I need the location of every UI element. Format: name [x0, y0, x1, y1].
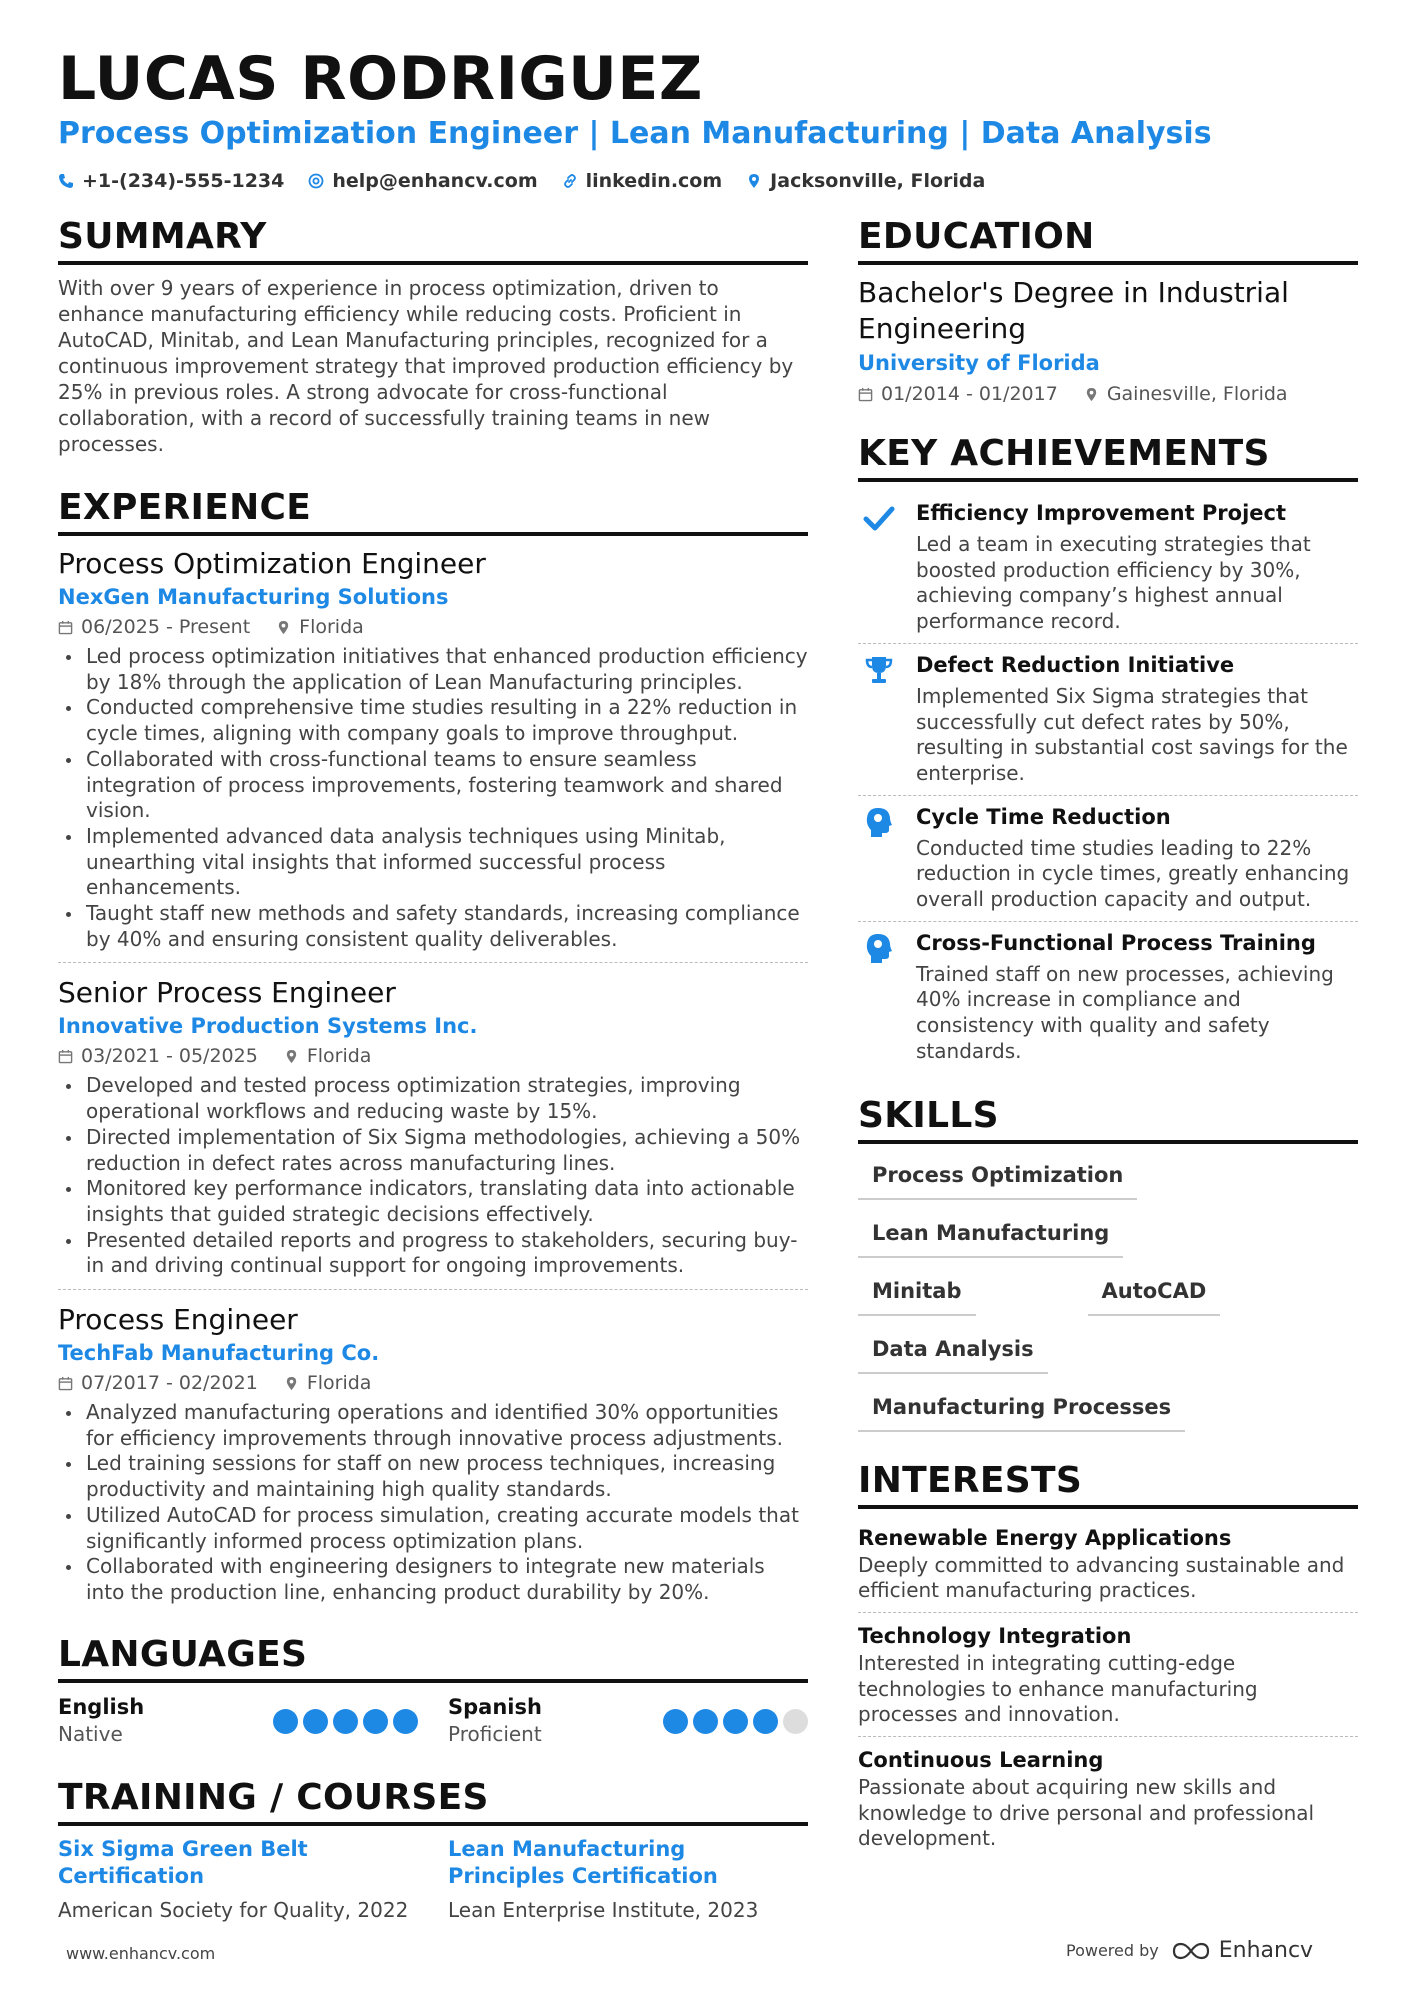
job-bullets — [58, 644, 808, 952]
interest-title: Continuous Learning — [858, 1748, 1104, 1773]
achievement-desc: Led a team in executing strategies that boosted production efficiency by 30%, achieving company’s highest annual performance record. — [916, 532, 1311, 634]
education-dates: 01/2014 - 01/2017 — [881, 383, 1058, 405]
achievement-item — [858, 922, 1358, 1073]
contact-phone[interactable] — [58, 170, 284, 192]
achievement-desc: Trained staff on new processes, achieving 40% increase in compliance and consistency with quality and safety standards. — [916, 961, 1334, 1063]
skill-tag: Data Analysis — [858, 1328, 1048, 1374]
rating-dot-filled — [663, 1709, 688, 1734]
degree-title: Bachelor's Degree in Industrial Engineering — [858, 276, 1289, 345]
check-icon — [863, 502, 895, 534]
interest-title: Technology Integration — [858, 1623, 1132, 1648]
job-location: Florida — [299, 616, 364, 638]
job-dates: 03/2021 - 05/2025 — [81, 1045, 258, 1068]
rating-dot-filled — [363, 1709, 388, 1734]
calendar-icon — [58, 1049, 73, 1064]
skill-tag: AutoCAD — [1088, 1270, 1221, 1316]
candidate-name: LUCAS RODRIGUEZ — [58, 44, 703, 114]
skills-section — [858, 1095, 1358, 1432]
trophy-icon — [863, 654, 895, 686]
bullet-item: Utilized AutoCAD for process simulation, creating accurate models that significantly informed process optimization plans. — [58, 1503, 808, 1554]
language-level: Proficient — [448, 1721, 542, 1746]
education-heading: EDUCATION — [858, 216, 1358, 265]
interests-section — [858, 1460, 1358, 1861]
interest-item — [858, 1519, 1358, 1613]
achievements-heading: KEY ACHIEVEMENTS — [858, 433, 1358, 482]
skills-list — [858, 1154, 1338, 1432]
job-meta — [58, 1041, 808, 1071]
phone-text: +1-(234)-555-1234 — [82, 170, 285, 192]
job-title: Process Optimization Engineer — [58, 547, 486, 580]
experience-entry — [58, 1302, 808, 1616]
footer-website[interactable]: www.enhancv.com — [66, 1944, 216, 1963]
language-rating — [663, 1709, 808, 1747]
job-meta — [58, 1368, 808, 1398]
rating-dot-empty — [783, 1709, 808, 1734]
interest-desc: Passionate about acquiring new skills and knowledge to drive personal and professional development. — [858, 1775, 1315, 1851]
location-pin-icon — [276, 620, 291, 635]
job-bullets — [58, 1400, 808, 1606]
languages-list — [58, 1693, 808, 1747]
education-meta — [858, 379, 1358, 409]
experience-section — [58, 487, 808, 1616]
company-name: Innovative Production Systems Inc. — [58, 1014, 478, 1039]
location-pin-icon — [1084, 387, 1099, 402]
job-bullets — [58, 1073, 808, 1279]
calendar-icon — [58, 620, 73, 635]
bullet-item: Led process optimization initiatives that enhanced production efficiency by 18% through the application of Lean Manufacturing principles. — [58, 644, 808, 695]
contact-email[interactable] — [308, 170, 537, 192]
interest-title: Renewable Energy Applications — [858, 1525, 1232, 1550]
linkedin-text: linkedin.com — [585, 170, 723, 192]
education-section — [858, 216, 1358, 409]
bullet-item: Presented detailed reports and progress to stakeholders, securing buy-in and driving continual support for ongoing improvements. — [58, 1228, 808, 1279]
achievements-section — [858, 433, 1358, 1073]
languages-heading: LANGUAGES — [58, 1634, 808, 1683]
course-provider: American Society for Quality, 2022 — [58, 1897, 409, 1922]
head-icon — [863, 932, 895, 964]
summary-text: With over 9 years of experience in process optimization, driven to enhance manufacturing efficiency while reducing costs. Proficient in AutoCAD, Minitab, and Lean Manufacturing principles, recognized for a continuous improvement strategy that improved production efficiency by 25% in previous roles. A strong advocate for cross-functional collaboration, with a record of successfully training teams in new processes. — [58, 276, 794, 456]
contact-bar — [58, 170, 985, 192]
language-name: English — [58, 1694, 145, 1719]
brand-name: Enhancv — [1218, 1938, 1314, 1963]
job-location: Florida — [306, 1372, 372, 1395]
course-item — [58, 1836, 418, 1924]
calendar-icon — [858, 387, 873, 402]
languages-section — [58, 1634, 808, 1747]
course-title: Six Sigma Green Belt Certification — [58, 1836, 308, 1888]
school-name: University of Florida — [858, 351, 1100, 375]
calendar-icon — [58, 1376, 73, 1391]
candidate-headline: Process Optimization Engineer | Lean Manufacturing | Data Analysis — [58, 116, 1212, 151]
skill-tag: Lean Manufacturing — [858, 1212, 1123, 1258]
achievement-title: Efficiency Improvement Project — [916, 501, 1287, 525]
bullet-item: Directed implementation of Six Sigma methodologies, achieving a 50% reduction in defect rates across manufacturing lines. — [58, 1125, 808, 1176]
bullet-item: Developed and tested process optimization strategies, improving operational workflows and reducing waste by 15%. — [58, 1073, 808, 1124]
bullet-item: Taught staff new methods and safety standards, increasing compliance by 40% and ensuring consistent quality deliverables. — [58, 901, 808, 952]
interest-item — [858, 1741, 1358, 1860]
achievement-item — [858, 796, 1358, 922]
interest-item — [858, 1617, 1358, 1737]
achievement-desc: Conducted time studies leading to 22% reduction in cycle times, greatly enhancing overall production capacity and output. — [916, 835, 1350, 912]
interest-desc: Deeply committed to advancing sustainable and efficient manufacturing practices. — [858, 1552, 1345, 1603]
education-location: Gainesville, Florida — [1106, 383, 1288, 405]
experience-entry — [58, 546, 808, 963]
experience-heading: EXPERIENCE — [58, 487, 808, 536]
rating-dot-filled — [303, 1709, 328, 1734]
bullet-item: Conducted comprehensive time studies resulting in a 22% reduction in cycle times, aligning with company goals to improve throughput. — [58, 695, 808, 746]
course-provider: Lean Enterprise Institute, 2023 — [448, 1897, 759, 1922]
job-dates: 06/2025 - Present — [81, 616, 251, 638]
right-column — [858, 216, 1358, 1864]
job-location: Florida — [306, 1045, 372, 1068]
location-pin-icon — [284, 1376, 299, 1391]
skill-tag: Manufacturing Processes — [858, 1386, 1185, 1432]
achievement-desc: Implemented Six Sigma strategies that successfully cut defect rates by 50%, resulting in substantial cost savings for the enterprise. — [916, 683, 1348, 785]
powered-by-text: Powered by — [1066, 1941, 1159, 1960]
interests-heading: INTERESTS — [858, 1460, 1358, 1509]
bullet-item: Implemented advanced data analysis techniques using Minitab, unearthing vital insights that informed successful process enhancements. — [58, 824, 808, 901]
achievement-title: Cross-Functional Process Training — [916, 930, 1316, 955]
summary-section — [58, 216, 808, 457]
achievement-title: Cycle Time Reduction — [916, 804, 1171, 829]
left-column — [58, 216, 808, 1924]
rating-dot-filled — [753, 1709, 778, 1734]
interest-desc: Interested in integrating cutting-edge technologies to enhance manufacturing processes and innovation. — [858, 1650, 1258, 1727]
skill-tag: Minitab — [858, 1270, 976, 1316]
footer-branding — [1066, 1938, 1313, 1963]
contact-linkedin[interactable] — [562, 170, 723, 192]
course-title: Lean Manufacturing Principles Certification — [448, 1836, 718, 1888]
at-icon — [308, 173, 324, 189]
job-title: Senior Process Engineer — [58, 976, 396, 1010]
language-item — [448, 1693, 808, 1747]
rating-dot-filled — [333, 1709, 358, 1734]
summary-heading: SUMMARY — [58, 216, 808, 265]
course-item — [448, 1836, 808, 1924]
rating-dot-filled — [273, 1709, 298, 1734]
job-title: Process Engineer — [58, 1303, 298, 1337]
enhancv-logo-icon — [1171, 1941, 1211, 1961]
experience-entry — [58, 975, 808, 1290]
location-text: Jacksonville, Florida — [770, 170, 986, 192]
bullet-item: Monitored key performance indicators, translating data into actionable insights that guided strategic decisions effectively. — [58, 1176, 808, 1227]
rating-dot-filled — [723, 1709, 748, 1734]
bullet-item: Collaborated with cross-functional teams to ensure seamless integration of process improvements, fostering teamwork and shared vision. — [58, 747, 808, 824]
job-dates: 07/2017 - 02/2021 — [81, 1372, 258, 1395]
location-pin-icon — [284, 1049, 299, 1064]
rating-dot-filled — [693, 1709, 718, 1734]
rating-dot-filled — [393, 1709, 418, 1734]
bullet-item: Collaborated with engineering designers to integrate new materials into the production line, enhancing product durability by 20%. — [58, 1554, 808, 1605]
achievement-item — [858, 492, 1358, 644]
skills-heading: SKILLS — [858, 1095, 1358, 1144]
company-name: TechFab Manufacturing Co. — [58, 1341, 380, 1366]
bullet-item: Analyzed manufacturing operations and identified 30% opportunities for efficiency improvements through innovative process adjustments. — [58, 1400, 808, 1451]
head-icon — [863, 806, 895, 838]
location-pin-icon — [746, 173, 762, 189]
language-level: Native — [58, 1721, 123, 1746]
language-name: Spanish — [448, 1694, 542, 1719]
email-text: help@enhancv.com — [332, 170, 538, 192]
language-item — [58, 1693, 418, 1747]
job-meta — [58, 612, 808, 642]
link-icon — [562, 173, 578, 189]
achievement-item — [858, 644, 1358, 796]
contact-location — [746, 170, 985, 192]
bullet-item: Led training sessions for staff on new process techniques, increasing productivity and maintaining high quality standards. — [58, 1451, 808, 1502]
courses-list — [58, 1836, 808, 1924]
training-heading: TRAINING / COURSES — [58, 1777, 808, 1826]
language-rating — [273, 1709, 418, 1747]
achievement-title: Defect Reduction Initiative — [916, 652, 1235, 677]
brand-logo[interactable] — [1171, 1938, 1313, 1963]
training-section — [58, 1777, 808, 1924]
company-name: NexGen Manufacturing Solutions — [58, 585, 449, 609]
skill-tag: Process Optimization — [858, 1154, 1137, 1200]
phone-icon — [58, 173, 74, 189]
